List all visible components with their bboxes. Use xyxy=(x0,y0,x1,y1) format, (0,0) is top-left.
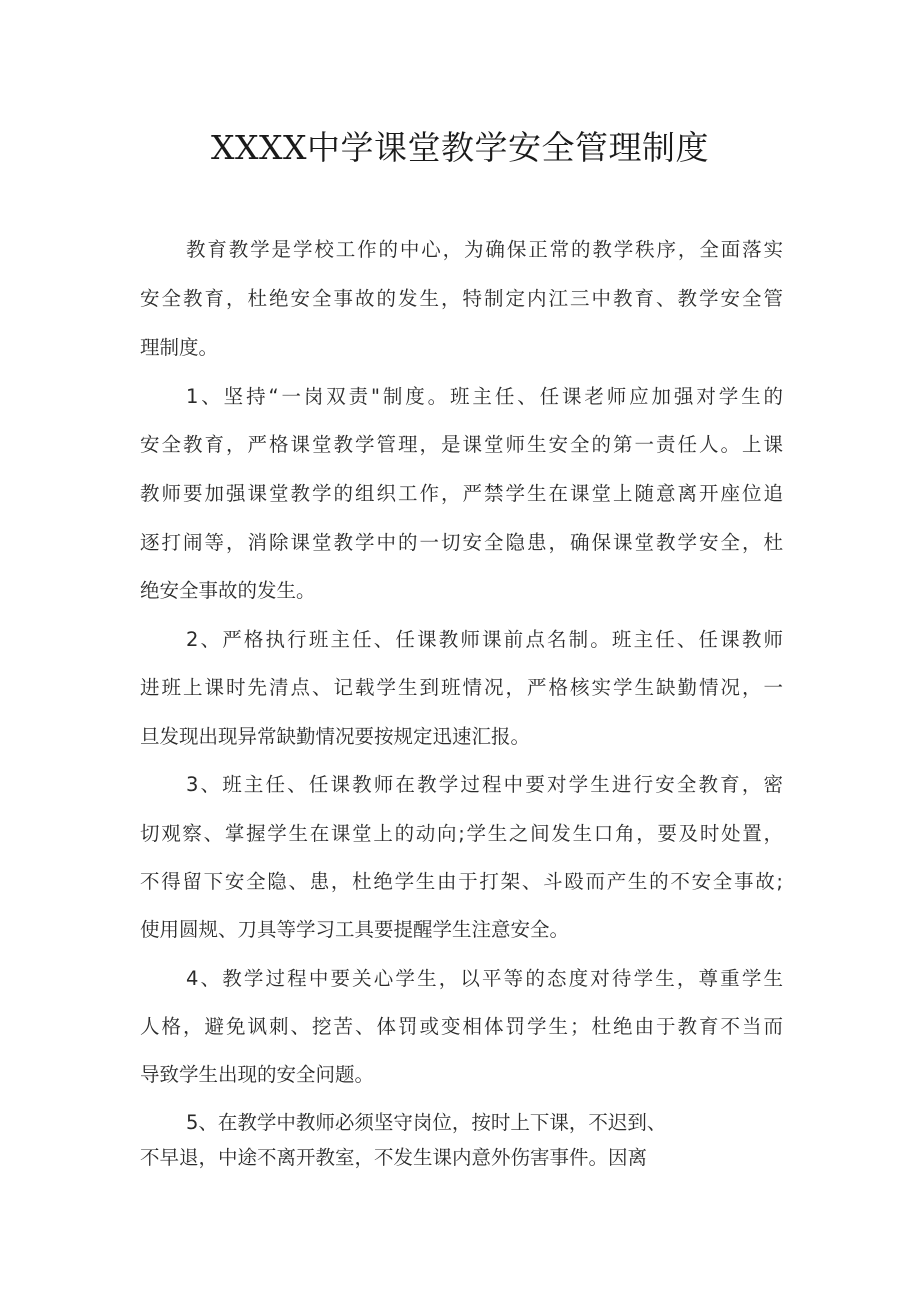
paragraph-line: 2、严格执行班主任、任课教师课前点名制。班主任、任课教师 xyxy=(186,628,783,651)
paragraph-line: 绝安全事故的发生。 xyxy=(140,579,316,602)
paragraph-line: 教育教学是学校工作的中心，为确保正常的教学秩序，全面落实 xyxy=(186,238,783,261)
paragraph-line: 逐打闹等，消除课堂教学中的一切安全隐患，确保课堂教学安全，杜 xyxy=(140,531,783,554)
paragraph-line: 理制度。 xyxy=(140,336,219,359)
paragraph-line: 切观察、掌握学生在课堂上的动向;学生之间发生口角，要及时处置， xyxy=(140,822,783,845)
paragraph-line: 人格，避免讽刺、挖苦、体罚或变相体罚学生；杜绝由于教育不当而 xyxy=(140,1015,783,1038)
paragraph-line: 1、坚持“一岗双责"制度。班主任、任课老师应加强对学生的 xyxy=(186,385,783,408)
paragraph-line: 教师要加强课堂教学的组织工作，严禁学生在课堂上随意离开座位追 xyxy=(140,482,783,505)
paragraph-line: 导致学生出现的安全问题。 xyxy=(140,1063,375,1086)
paragraph-line: 5、在教学中教师必须坚守岗位，按时上下课，不迟到、 xyxy=(186,1111,667,1134)
paragraph-line: 进班上课时先清点、记载学生到班情况，严格核实学生缺勤情况，一 xyxy=(140,676,783,699)
document-title: XXXX中学课堂教学安全管理制度 xyxy=(211,128,709,167)
paragraph-line: 旦发现出现异常缺勤情况要按规定迅速汇报。 xyxy=(140,725,531,748)
paragraph-line: 不早退，中途不离开教室，不发生课内意外伤害事件。因离 xyxy=(140,1146,648,1169)
paragraph-line: 安全教育，严格课堂教学管理，是课堂师生安全的第一责任人。上课 xyxy=(140,433,783,456)
paragraph-line: 不得留下安全隐、患，杜绝学生由于打架、斗殴而产生的不安全事故; xyxy=(140,870,783,893)
paragraph-line: 4、教学过程中要关心学生，以平等的态度对待学生，尊重学生 xyxy=(186,967,783,990)
paragraph-line: 3、班主任、任课教师在教学过程中要对学生进行安全教育，密 xyxy=(186,773,783,796)
paragraph-line: 使用圆规、刀具等学习工具要提醒学生注意安全。 xyxy=(140,918,570,941)
paragraph-line: 安全教育，杜绝安全事故的发生，特制定内江三中教育、教学安全管 xyxy=(140,287,783,310)
